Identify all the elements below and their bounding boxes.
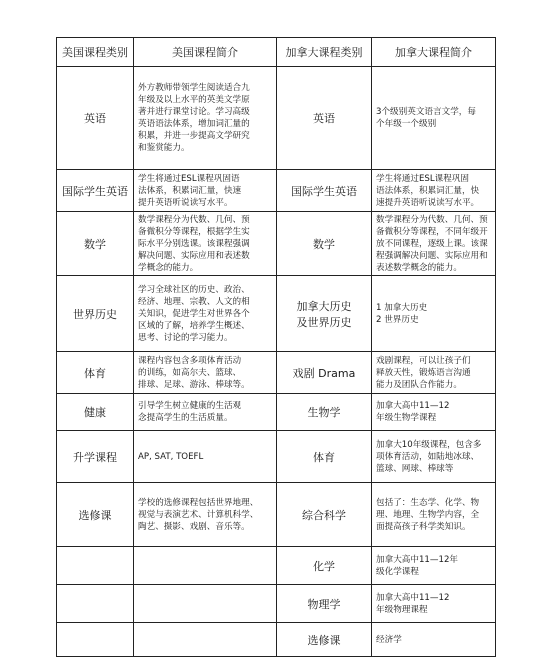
table-row xyxy=(57,67,496,170)
table-row xyxy=(57,623,496,657)
us-description-line: 学概念的能力。 xyxy=(138,262,199,273)
ca-category-line: 物理学 xyxy=(307,597,341,611)
ca-category-line: 化学 xyxy=(313,559,335,573)
ca-category-line: 综合科学 xyxy=(302,508,346,522)
ca-category-line: 戏剧 Drama xyxy=(292,366,356,380)
ca-description-cell xyxy=(372,431,496,483)
us-description-line: 解决问题、实际应用和表述数 xyxy=(138,250,250,261)
ca-category-cell xyxy=(277,394,372,431)
table-row xyxy=(57,483,496,547)
us-description-line: 经济、地理、宗教、人文的相 xyxy=(138,296,250,307)
header-ca-description: 加拿大课程简介 xyxy=(372,38,496,67)
ca-description-line: 放不同课程，逐级上课。该课 xyxy=(376,238,488,249)
ca-description-line: 备微积分等课程，不同年级开 xyxy=(376,226,488,237)
table-header-row xyxy=(57,38,496,67)
ca-description-cell xyxy=(372,394,496,431)
us-description-line: 念提高学生的生活质量。 xyxy=(138,413,233,423)
us-description-line: AP, SAT, TOEFL xyxy=(138,451,204,462)
ca-category-line: 数学 xyxy=(313,237,335,251)
us-category-cell: 英语 xyxy=(57,67,134,170)
ca-description-line: 包括了：生态学、化学、物 xyxy=(376,497,480,508)
ca-description-line: 加拿大高中11—12年 xyxy=(376,554,459,565)
ca-description-line: 3个级别英文语言文学，每 xyxy=(376,107,476,117)
us-description-line: 外方教师带领学生阅读适合九 xyxy=(138,83,250,93)
us-category-cell: 世界历史 xyxy=(57,276,134,352)
us-description-line: 学习全球社区的历史、政治、 xyxy=(138,284,250,295)
ca-category-line: 生物学 xyxy=(307,406,341,419)
us-description-line: 际水平分别选课。该课程强调 xyxy=(138,238,250,249)
ca-category-cell xyxy=(277,547,372,585)
us-category-cell: 健康 xyxy=(57,394,134,431)
us-description-line: 备微积分等课程，根据学生实 xyxy=(138,226,250,237)
table-row xyxy=(57,352,496,394)
us-category-cell xyxy=(57,547,134,585)
us-description-line: 提升英语听说读写水平。 xyxy=(138,197,233,208)
us-description-line: 视觉与表演艺术、计算机科学、 xyxy=(138,509,259,520)
us-description-cell xyxy=(134,585,277,623)
table-row xyxy=(57,431,496,483)
ca-category-line: 国际学生英语 xyxy=(291,184,357,198)
ca-description-cell xyxy=(372,67,496,170)
us-category-cell xyxy=(57,585,134,623)
ca-description-line: 表述数学概念的能力。 xyxy=(376,262,462,273)
ca-description-line: 数学课程分为代数、几何、预 xyxy=(376,214,488,225)
us-category-cell: 升学课程 xyxy=(57,431,134,483)
ca-category-cell xyxy=(277,483,372,547)
ca-description-line: 面提高孩子科学类知识。 xyxy=(376,521,471,532)
us-description-line: 课程内容包含多项体育活动 xyxy=(138,355,242,366)
ca-description-line: 1 加拿大历史 xyxy=(376,302,428,313)
ca-description-line: 学生将通过ESL课程巩固 xyxy=(376,173,470,184)
table-row xyxy=(57,547,496,585)
header-us-description: 美国课程简介 xyxy=(134,38,277,67)
us-category-cell: 数学 xyxy=(57,212,134,276)
us-category-cell xyxy=(57,623,134,657)
table-row xyxy=(57,276,496,352)
ca-category-line: 英语 xyxy=(313,112,335,125)
ca-category-line: 体育 xyxy=(313,450,335,464)
ca-category-cell xyxy=(277,623,372,657)
ca-description-cell xyxy=(372,170,496,212)
ca-description-line: 程强调解决问题、实际应用和 xyxy=(376,250,488,261)
ca-description-cell xyxy=(372,623,496,657)
ca-description-cell xyxy=(372,352,496,394)
us-description-line: 积累，并进一步提高文学研究 xyxy=(138,131,250,141)
us-category-cell: 体育 xyxy=(57,352,134,394)
ca-description-line: 加拿大10年级课程，包含多 xyxy=(376,439,482,450)
us-description-line: 英语语法体系，增加词汇量的 xyxy=(138,119,250,129)
ca-description-line: 加拿大高中11—12 xyxy=(376,592,450,603)
us-description-cell xyxy=(134,483,277,547)
table-row xyxy=(57,170,496,212)
ca-description-line: 释放天性，锻炼语言沟通 xyxy=(376,367,471,378)
us-description-cell xyxy=(134,352,277,394)
ca-category-cell xyxy=(277,431,372,483)
ca-description-cell xyxy=(372,212,496,276)
ca-description-line: 年级物理课程 xyxy=(376,604,428,615)
us-description-cell xyxy=(134,170,277,212)
ca-category-cell xyxy=(277,67,372,170)
us-description-line: 区域的了解，培养学生概述、 xyxy=(138,320,250,331)
us-description-cell xyxy=(134,394,277,431)
ca-description-line: 语法体系，积累词汇量，快 xyxy=(376,185,480,196)
us-description-line: 著并进行课堂讨论。学习高级 xyxy=(138,107,250,117)
ca-description-line: 2 世界历史 xyxy=(376,314,419,325)
ca-description-line: 个年级一个级别 xyxy=(376,119,437,129)
ca-description-line: 篮球、网球、棒球等 xyxy=(376,463,454,474)
table-row xyxy=(57,394,496,431)
ca-category-cell xyxy=(277,212,372,276)
ca-description-line: 能力及团队合作能力。 xyxy=(376,379,462,390)
us-description-line: 思考、讨论的学习能力。 xyxy=(138,332,233,343)
ca-category-cell xyxy=(277,276,372,352)
ca-description-cell xyxy=(372,547,496,585)
us-description-cell xyxy=(134,212,277,276)
us-description-cell xyxy=(134,67,277,170)
header-ca-category: 加拿大课程类别 xyxy=(277,38,372,67)
ca-description-line: 速提升英语听说读写水平。 xyxy=(376,197,480,208)
ca-description-line: 戏剧课程，可以让孩子们 xyxy=(376,355,471,366)
ca-description-line: 年级生物学课程 xyxy=(376,413,437,423)
us-description-cell xyxy=(134,431,277,483)
header-us-category: 美国课程类别 xyxy=(57,38,134,67)
us-category-cell: 选修课 xyxy=(57,483,134,547)
ca-description-cell xyxy=(372,585,496,623)
us-description-cell xyxy=(134,547,277,585)
us-category-cell: 国际学生英语 xyxy=(57,170,134,212)
ca-category-cell xyxy=(277,585,372,623)
ca-description-line: 加拿大高中11—12 xyxy=(376,401,450,411)
ca-description-line: 理、地理、生物学内容，全 xyxy=(376,509,480,520)
ca-description-cell xyxy=(372,276,496,352)
ca-category-cell xyxy=(277,352,372,394)
us-description-line: 年级及以上水平的英美文学原 xyxy=(138,95,250,105)
us-description-line: 数学课程分为代数、几何、预 xyxy=(138,214,250,225)
ca-category-line: 及世界历史 xyxy=(296,315,352,329)
table-body xyxy=(57,67,496,657)
ca-description-line: 经济学 xyxy=(376,634,402,645)
us-description-cell xyxy=(134,276,277,352)
us-description-cell xyxy=(134,623,277,657)
us-description-line: 学生将通过ESL课程巩固语 xyxy=(138,173,240,184)
us-description-line: 排球、足球、游泳、棒球等。 xyxy=(138,379,250,390)
ca-description-line: 项体育活动，如陆地冰球、 xyxy=(376,451,480,462)
course-comparison-table xyxy=(56,37,496,657)
ca-category-line: 选修课 xyxy=(307,633,341,647)
ca-category-line: 加拿大历史 xyxy=(296,299,352,313)
us-description-line: 的训练，如高尔夫、篮球、 xyxy=(138,367,242,378)
us-description-line: 法体系，积累词汇量，快速 xyxy=(138,185,242,196)
us-description-line: 关知识，促进学生对世界各个 xyxy=(138,308,250,319)
table-row xyxy=(57,212,496,276)
us-description-line: 陶艺、摄影、戏剧、音乐等。 xyxy=(138,521,250,532)
ca-category-cell xyxy=(277,170,372,212)
us-description-line: 和鉴赏能力。 xyxy=(138,143,190,153)
ca-description-line: 级化学课程 xyxy=(376,566,419,577)
table-row xyxy=(57,585,496,623)
us-description-line: 引导学生树立健康的生活观 xyxy=(138,401,242,411)
ca-description-cell xyxy=(372,483,496,547)
us-description-line: 学校的选修课程包括世界地理、 xyxy=(138,497,259,508)
